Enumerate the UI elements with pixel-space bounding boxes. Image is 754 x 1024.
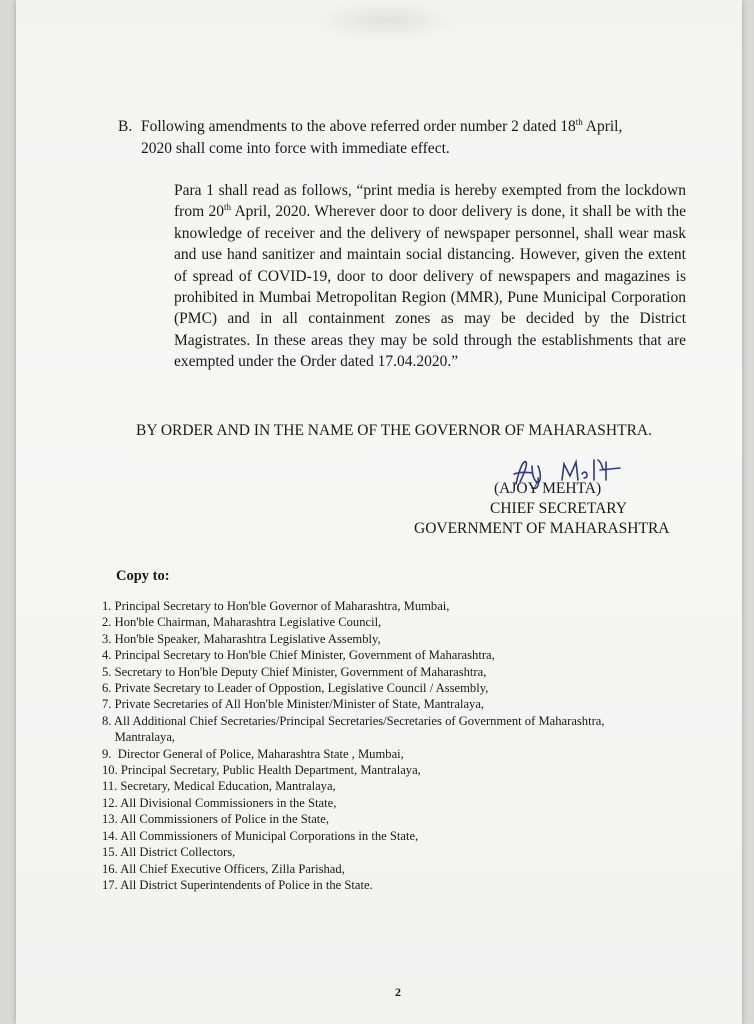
list-item: 8. All Additional Chief Secretaries/Principal Secretaries/Secretaries of Government of Maharashtra, (102, 713, 605, 728)
list-item: 4. Principal Secretary to Hon'ble Chief Minister, Government of Maharashtra, (102, 648, 495, 663)
list-item: 6. Private Secretary to Leader of Oppostion, Legislative Council / Assembly, (102, 681, 489, 696)
list-item: 14. All Commissioners of Municipal Corporations in the State, (102, 828, 419, 843)
signatory-office: GOVERNMENT OF MAHARASHTRA (414, 520, 670, 537)
document-page (16, 0, 742, 1024)
list-item: 11. Secretary, Medical Education, Mantralaya, (102, 779, 336, 794)
list-item: 17. All District Superintendents of Police in the State. (102, 877, 373, 892)
list-item: 10. Principal Secretary, Public Health Department, Mantralaya, (102, 763, 421, 778)
copy-to-heading: Copy to: (116, 568, 170, 584)
amended-para-quote: Para 1 shall read as follows, “print media is hereby exempted from the lockdown from 20th April, 2020. Wherever door to door delivery is done, it shall be with the knowledge of receiver and the delivery of newspaper personnel, shall wear mask and use hand sanitizer and maintain social distancing. However, given the extent of spread of COVID-19, door to door delivery of newspapers and magazines is prohibited in Mumbai Metropolitan Region (MMR), Pune Municipal Corporation (PMC) and in all containment zones as may be decided by the District Magistrates. In these areas they may be sold through the establishments that are exempted under the Order dated 17.04.2020.” (174, 182, 686, 371)
list-item: 16. All Chief Executive Officers, Zilla Parishad, (102, 861, 345, 876)
page-number: 2 (395, 985, 401, 999)
copy-to-list (102, 598, 702, 893)
section-b-paragraph (118, 116, 690, 159)
bleed-through-mark (316, 0, 456, 40)
signatory-title: CHIEF SECRETARY (490, 500, 627, 517)
list-item: 12. All Divisional Commissioners in the State, (102, 795, 337, 810)
section-b-line1: Following amendments to the above referred order number 2 dated 18th April, (141, 117, 623, 135)
list-item: 13. All Commissioners of Police in the State, (102, 812, 330, 827)
list-item: 1. Principal Secretary to Hon'ble Governor of Maharashtra, Mumbai, (102, 599, 450, 613)
list-item: 2. Hon'ble Chairman, Maharashtra Legislative Council, (102, 615, 382, 630)
list-item: 5. Secretary to Hon'ble Deputy Chief Minister, Government of Maharashtra, (102, 664, 487, 679)
signatory-name: (AJOY MEHTA) (494, 480, 602, 497)
list-item: 9. Director General of Police, Maharashtra State , Mumbai, (102, 746, 404, 761)
list-item: 7. Private Secretaries of All Hon'ble Minister/Minister of State, Mantralaya, (102, 697, 485, 712)
list-item: 3. Hon'ble Speaker, Maharashtra Legislative Assembly, (102, 631, 381, 646)
section-b-line2: 2020 shall come into force with immediate effect. (141, 139, 450, 157)
list-item: 15. All District Collectors, (102, 845, 236, 860)
section-b-label: B. (118, 118, 133, 135)
list-item: Mantralaya, (102, 730, 176, 745)
order-line: BY ORDER AND IN THE NAME OF THE GOVERNOR OF MAHARASHTRA. (136, 422, 652, 439)
